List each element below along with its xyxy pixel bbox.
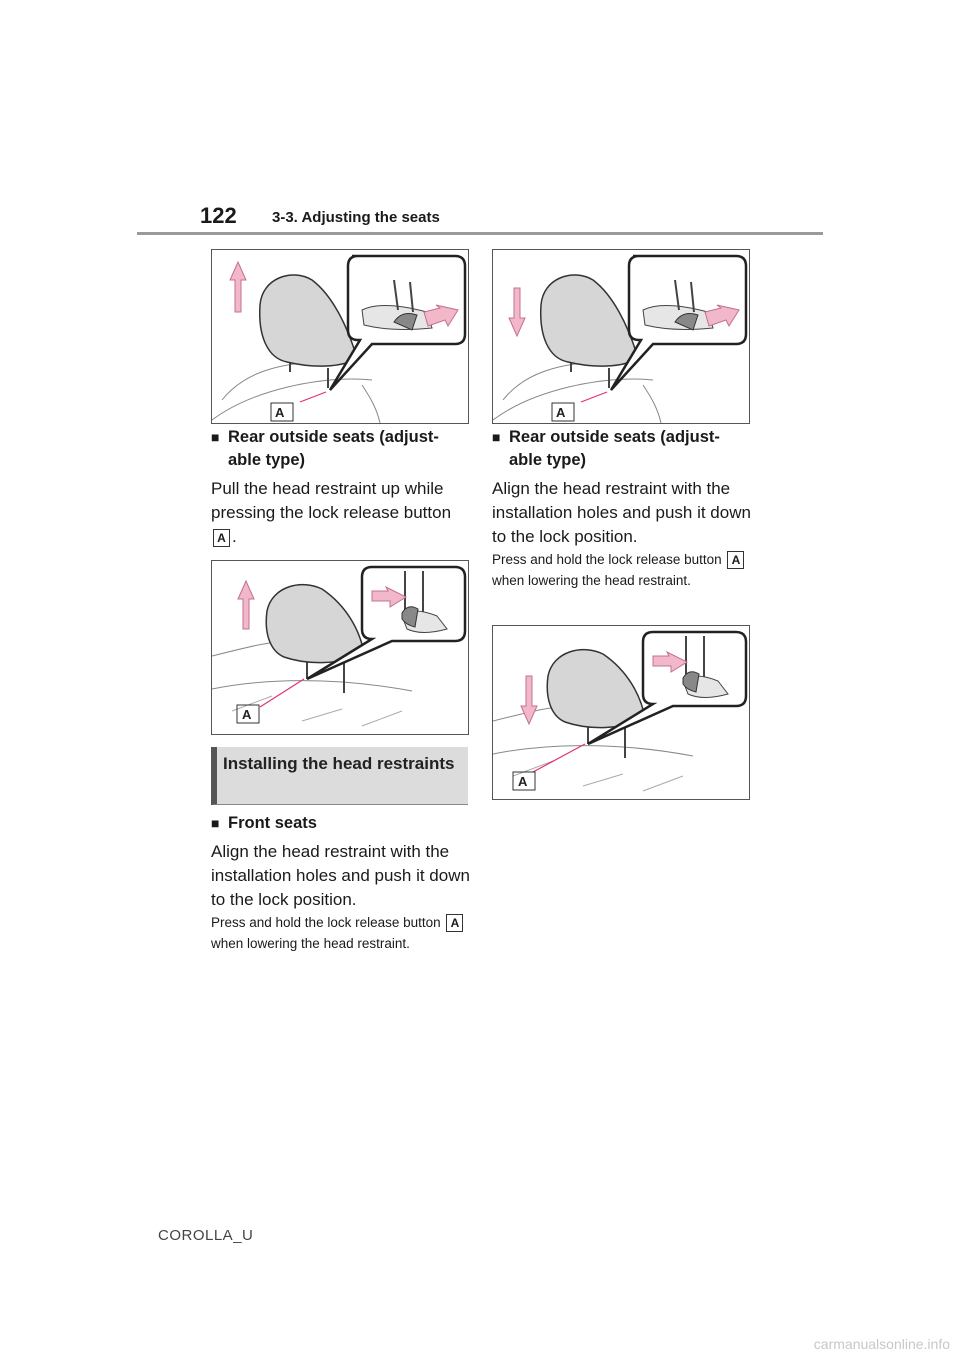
- heading-rear-outside-seats-left: ■ Rear outside seats (adjust-able type): [211, 428, 439, 469]
- figure-rear-seat-push-down-2: [492, 625, 750, 800]
- footer-model: COROLLA_U: [158, 1227, 254, 1244]
- figure-rear-seat-pull-up: [211, 249, 469, 424]
- note-rear-install: Press and hold the lock release button A when lowering the head restraint.: [492, 549, 754, 591]
- callout-a: A: [275, 405, 285, 420]
- body-front-install: Align the head restraint with the installation holes and push it down to the lock position.: [211, 842, 470, 909]
- note-front-install: Press and hold the lock release button A when lowering the head restraint.: [211, 912, 473, 954]
- figure-rear-seat-push-down: [492, 249, 750, 424]
- square-bullet-icon: ■: [492, 429, 501, 445]
- square-bullet-icon: ■: [211, 815, 220, 831]
- callout-a: A: [518, 774, 528, 789]
- callout-a: A: [242, 707, 252, 722]
- figure-rear-seat-pull-up-2: [211, 560, 469, 735]
- watermark: carmanualsonline.info: [813, 1336, 950, 1352]
- headrest-illustration: [212, 561, 468, 734]
- page-number: 122: [200, 203, 237, 228]
- callout-a: A: [213, 529, 230, 547]
- box-heading-title: Installing the head restraints: [223, 754, 455, 773]
- headrest-illustration: [493, 250, 749, 423]
- installing-head-restraints-box: [211, 747, 468, 805]
- square-bullet-icon: ■: [211, 429, 220, 445]
- body-rear-install: Align the head restraint with the installation holes and push it down to the lock position.: [492, 479, 751, 546]
- headrest-illustration: [212, 250, 468, 423]
- body-pull-up: Pull the head restraint up while pressing the lock release button A .: [211, 479, 452, 546]
- section-title: 3-3. Adjusting the seats: [272, 209, 440, 226]
- headrest-illustration: [493, 626, 749, 799]
- callout-a: A: [727, 551, 744, 569]
- callout-a: A: [556, 405, 566, 420]
- callout-a: A: [446, 914, 463, 932]
- heading-front-seats: ■ Front seats: [211, 812, 471, 835]
- header-divider: [137, 232, 823, 235]
- heading-rear-outside-seats-right: ■ Rear outside seats (adjust-able type): [492, 428, 720, 469]
